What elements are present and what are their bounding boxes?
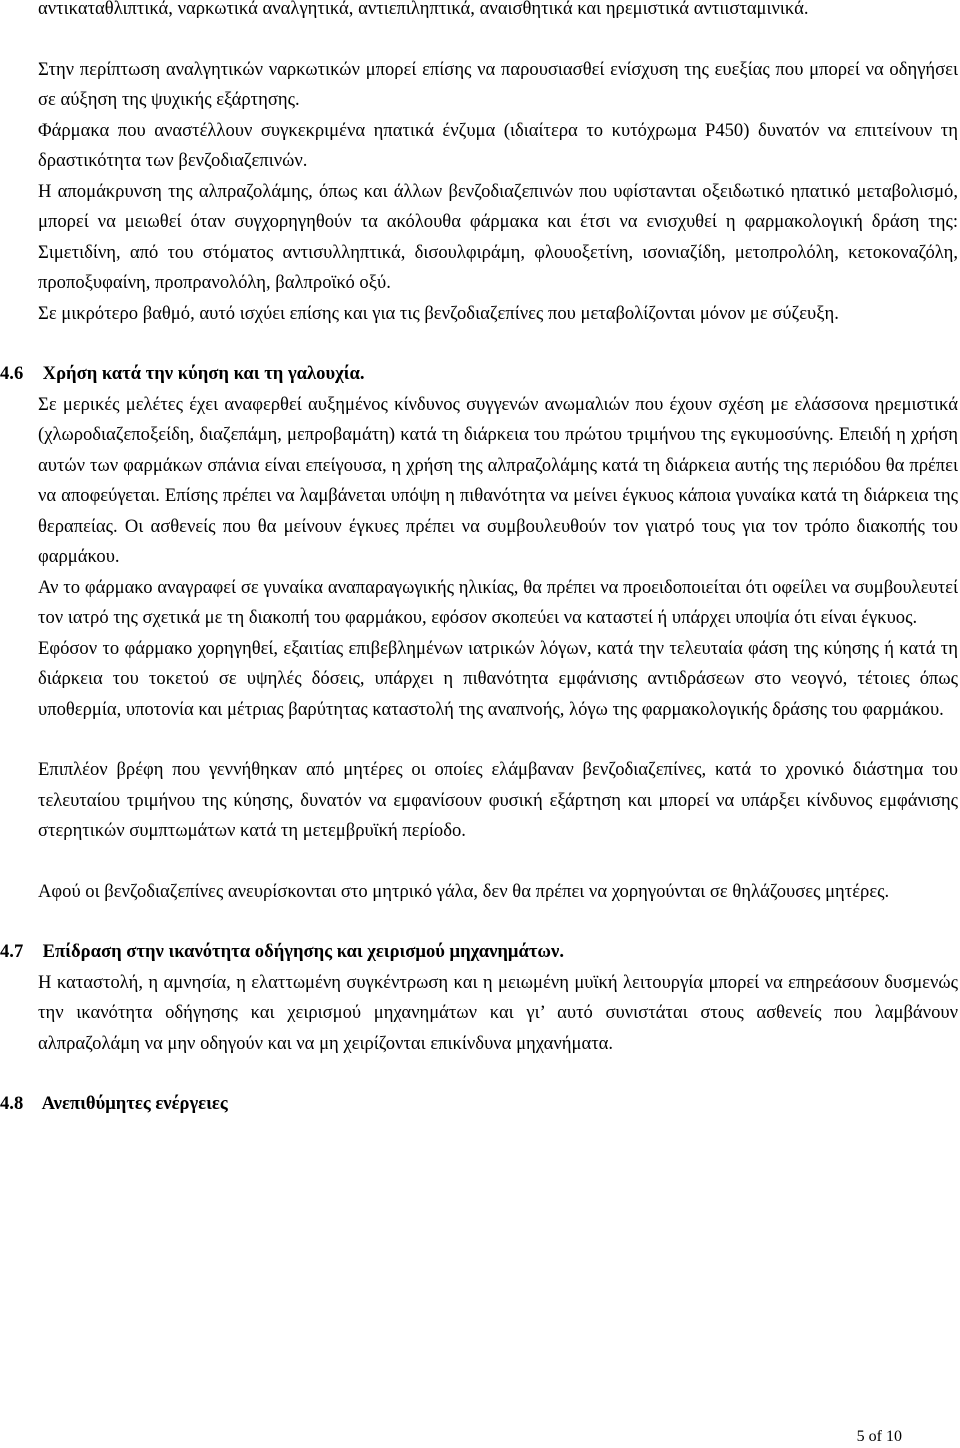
- spacer: [38, 25, 958, 55]
- paragraph-driving: Η καταστολή, η αμνησία, η ελαττωμένη συγκέντρωση και η μειωμένη μυϊκή λειτουργία μπορεί να επηρεάσουν δυσμενώς την ικανότητα οδήγησης και χειρισμού μηχανημάτων και γι’ αυτό συνιστάται στους ασθενείς που λαμβάνουν αλπραζολάμη να μην οδηγούν και να μη χειρίζονται επικίνδυνα μηχανήματα.: [38, 971, 958, 1054]
- paragraph-late-pregnancy: Εφόσον το φάρμακο χορηγηθεί, εξαιτίας επιβεβλημένων ιατρικών λόγων, κατά την τελευταία φάση της κύησης ή κατά τη διάρκεια του τοκετού σε υψηλές δόσεις, υπάρχει η πιθανότητα εμφάνισης αντιδράσεων στο νεογνό, τέτοιες όπως υποθερμία, υποτονία και μέτριας βαρύτητας καταστολή της αναπνοής, λόγω της φαρμακολογικής δράσης του φαρμάκου.: [38, 637, 958, 720]
- paragraph-p450-inhibitors: Φάρμακα που αναστέλλουν συγκεκριμένα ηπατικά ένζυμα (ιδιαίτερα το κυτόχρωμα P450) δυνατόν να επιτείνουν τη δραστικότητα των βενζοδιαζεπινών.: [38, 119, 958, 171]
- section-title: Επίδραση στην ικανότητα οδήγησης και χειρισμού μηχανημάτων.: [42, 941, 564, 962]
- paragraph-pregnancy-risk: Σε μερικές μελέτες έχει αναφερθεί αυξημένος κίνδυνος συγγενών ανωμαλιών που έχουν σχέση με ελάσσονα ηρεμιστικά (χλωροδιαζεποξείδη, διαζεπάμη, μεπροβαμάτη) κατά τη διάρκεια του πρώτου τριμήνου της εγκυμοσύνης. Επειδή η χρήση αυτών των φαρμάκων σπάνια είναι επείγουσα, η χρήση της αλπραζολάμης κατά τη διάρκεια αυτής της περιόδου θα πρέπει να αποφεύγεται. Επίσης πρέπει να λαμβάνεται υπόψη η πιθανότητα να μείνει έγκυος κάποια γυναίκα κατά τη διάρκεια της θεραπείας. Οι ασθενείς που θα μείνουν έγκυες πρέπει να συμβουλευθούν τον γιατρό τους για τον τρόπο διακοπής του φαρμάκου.: [38, 393, 958, 567]
- spacer: [38, 725, 958, 755]
- section-number: 4.7: [0, 941, 24, 962]
- paragraph-interactions-list: αντικαταθλιπτικά, ναρκωτικά αναλγητικά, αντιεπιληπτικά, αναισθητικά και ηρεμιστικά αντιισταμινικά.: [38, 0, 809, 19]
- paragraph-breastfeeding: Αφού οι βενζοδιαζεπίνες ανευρίσκονται στο μητρικό γάλα, δεν θα πρέπει να χορηγούνται σε θηλάζουσες μητέρες.: [38, 880, 890, 902]
- section-heading-4-7: [0, 937, 958, 968]
- spacer: [38, 329, 958, 359]
- spacer: [38, 1059, 958, 1089]
- paragraph-neonatal-dependence: Επιπλέον βρέφη που γεννήθηκαν από μητέρες οι οποίες ελάμβαναν βενζοδιαζεπίνες, κατά το χρονικό διάστημα του τελευταίου τριμήνου της κύησης, δυνατόν να εμφανίσουν φυσική εξάρτηση και μπορεί να υπάρξει κίνδυνος εμφάνισης στερητικών συμπτωμάτων κατά τη μετεμβρυϊκή περίοδο.: [38, 759, 958, 841]
- spacer: [38, 847, 958, 877]
- spacer: [38, 907, 958, 937]
- paragraph-childbearing-age: Αν το φάρμακο αναγραφεί σε γυναίκα αναπαραγωγικής ηλικίας, θα πρέπει να προειδοποιείται ότι οφείλει να συμβουλευτεί τον ιατρό της σχετικά με τη διακοπή του φαρμάκου, εφόσον σκοπεύει να καταστεί ή υπάρχει υποψία ότι είναι έγκυος.: [38, 576, 958, 628]
- section-number: 4.8: [0, 1093, 24, 1114]
- section-heading-4-8: [0, 1089, 958, 1120]
- section-title: Χρήση κατά την κύηση και τη γαλουχία.: [42, 363, 365, 384]
- paragraph-narcotic-analgesics: Στην περίπτωση αναλγητικών ναρκωτικών μπορεί επίσης να παρουσιασθεί ενίσχυση της ευεξίας που μπορεί να οδηγήσει σε αύξηση της ψυχικής εξάρτησης.: [38, 58, 958, 110]
- section-title: Ανεπιθύμητες ενέργειες: [41, 1093, 228, 1114]
- section-number: 4.6: [0, 363, 24, 384]
- paragraph-alprazolam-clearance: Η απομάκρυνση της αλπραζολάμης, όπως και άλλων βενζοδιαζεπινών που υφίστανται οξειδωτικό ηπατικό μεταβολισμό, μπορεί να μειωθεί όταν συγχορηγηθούν τα ακόλουθα φάρμακα και έτσι να ενισχυθεί η φαρμακολογική δράση της: Σιμετιδίνη, από του στόματος αντισυλληπτικά, δισουλφιράμη, φλουοξετίνη, ισονιαζίδη, μετοπρολόλη, κετοκοναζόλη, προποξυφαίνη, προπρανολόλη, βαλπροϊκό οξύ.: [38, 180, 958, 293]
- page-number: 5 of 10: [856, 1428, 902, 1445]
- paragraph-conjugation: Σε μικρότερο βαθμό, αυτό ισχύει επίσης και για τις βενζοδιαζεπίνες που μεταβολίζονται μόνον με σύζευξη.: [38, 302, 839, 324]
- section-heading-4-6: [0, 359, 958, 390]
